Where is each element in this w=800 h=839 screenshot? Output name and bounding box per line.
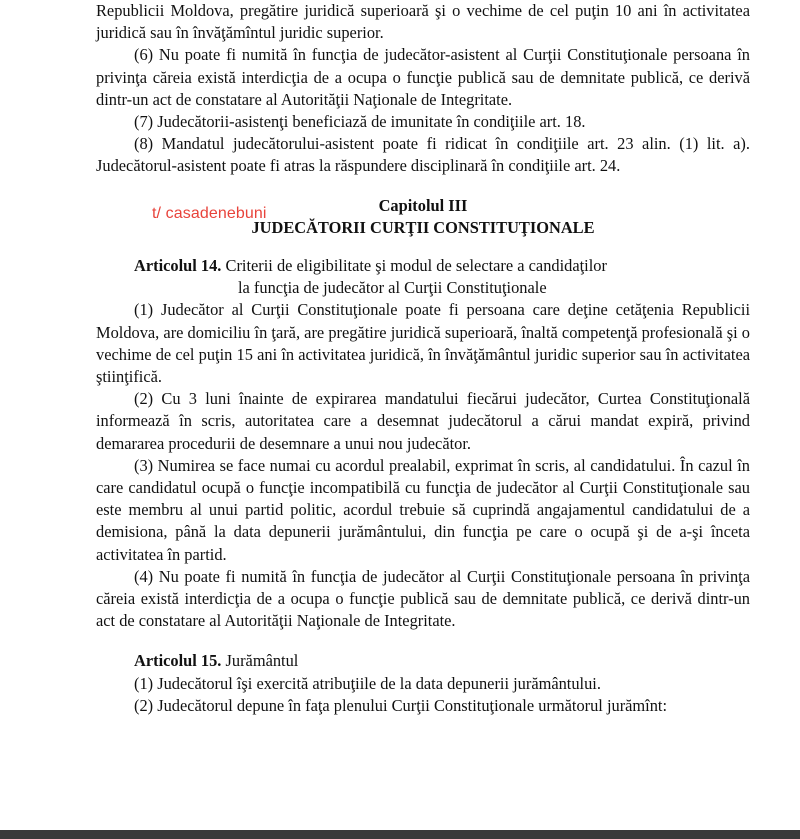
article-15-paragraph-2: (2) Judecătorul depune în faţa plenului Curţii Constituţionale următorul jurămînt: <box>134 695 668 715</box>
article-15-title: Jurământul <box>225 651 299 671</box>
article-14-heading <box>96 255 750 299</box>
article-14-title-line1: Criterii de eligibilitate şi modul de selectare a candidaţilor <box>225 256 607 276</box>
article-14-paragraph-1: (1) Judecător al Curţii Constituţionale poate fi persoana care deţine cetăţenia Republicii Moldova, are domiciliu în ţară, are pregătire juridică superioară, înaltă competenţă profesională şi o vechime de cel puţin 15 ani în activitatea juridică, în învăţământul juridic superior sau în activitatea ştiinţifică. <box>96 300 750 387</box>
article-14-label: Articolul 14. <box>134 256 222 276</box>
article-14-paragraph-3: (3) Numirea se face numai cu acordul prealabil, exprimat în scris, al candidatului. În cazul în care candidatul ocupă o funcţie incompatibilă cu funcţia de judecător al Curţii Constituţionale sau este membru al unui partid politic, acordul trebuie să cuprindă angajamentul candidatului de a demisiona, până la data depunerii jurământului, din funcţia pe care o ocupă şi de a-şi înceta activitatea în partid. <box>96 455 750 564</box>
article-15-paragraph-1: (1) Judecătorul îşi exercită atribuţiile de la data depunerii jurământului. <box>134 673 601 693</box>
paragraph-7: (7) Judecătorii-asistenţi beneficiază de imunitate în condiţiile art. 18. <box>134 112 586 132</box>
bottom-edge-bar <box>0 830 800 839</box>
document-page <box>96 0 750 717</box>
article-14-title-line2: la funcţia de judecător al Curţii Constituţionale <box>238 278 547 298</box>
chapter-number: Capitolul III <box>378 195 468 215</box>
article-14-paragraph-2: (2) Cu 3 luni înainte de expirarea mandatului fiecărui judecător, Curtea Constituţională informează în scris, autoritatea care a desemnat judecătorul a cărui mandat expiră, privind demararea procedurii de desemnare a unui nou judecător. <box>96 389 750 453</box>
paragraph-6: (6) Nu poate fi numită în funcţia de judecător-asistent al Curţii Constituţionale persoana în privinţa căreia există interdicţia de a ocupa o funcţie publică sau de demnitate publică, ce derivă dintr-un act de constatare al Autorităţii Naţionale de Integritate. <box>96 45 750 109</box>
chapter-title: JUDECĂTORII CURŢII CONSTITUŢIONALE <box>251 217 595 237</box>
paragraph-8: (8) Mandatul judecătorului-asistent poate fi ridicat în condiţiile art. 23 alin. (1) lit. a). Judecătorul-asistent poate fi atras la răspundere disciplinară în condiţiile art. 24. <box>96 134 750 176</box>
paragraph-continued: Republicii Moldova, pregătire juridică superioară şi o vechime de cel puţin 10 ani în activitatea juridică sau în învăţămîntul juridic superior. <box>96 1 750 43</box>
article-15-label: Articolul 15. <box>134 651 222 671</box>
article-15-heading <box>96 650 750 672</box>
article-14-paragraph-4: (4) Nu poate fi numită în funcţia de judecător al Curţii Constituţionale persoana în privinţa căreia există interdicţia de a ocupa o funcţie publică sau de demnitate publică, ce derivă dintr-un act de constatare al Autorităţii Naţionale de Integritate. <box>96 566 750 631</box>
watermark-text: t/ casadenebuni <box>152 205 267 222</box>
